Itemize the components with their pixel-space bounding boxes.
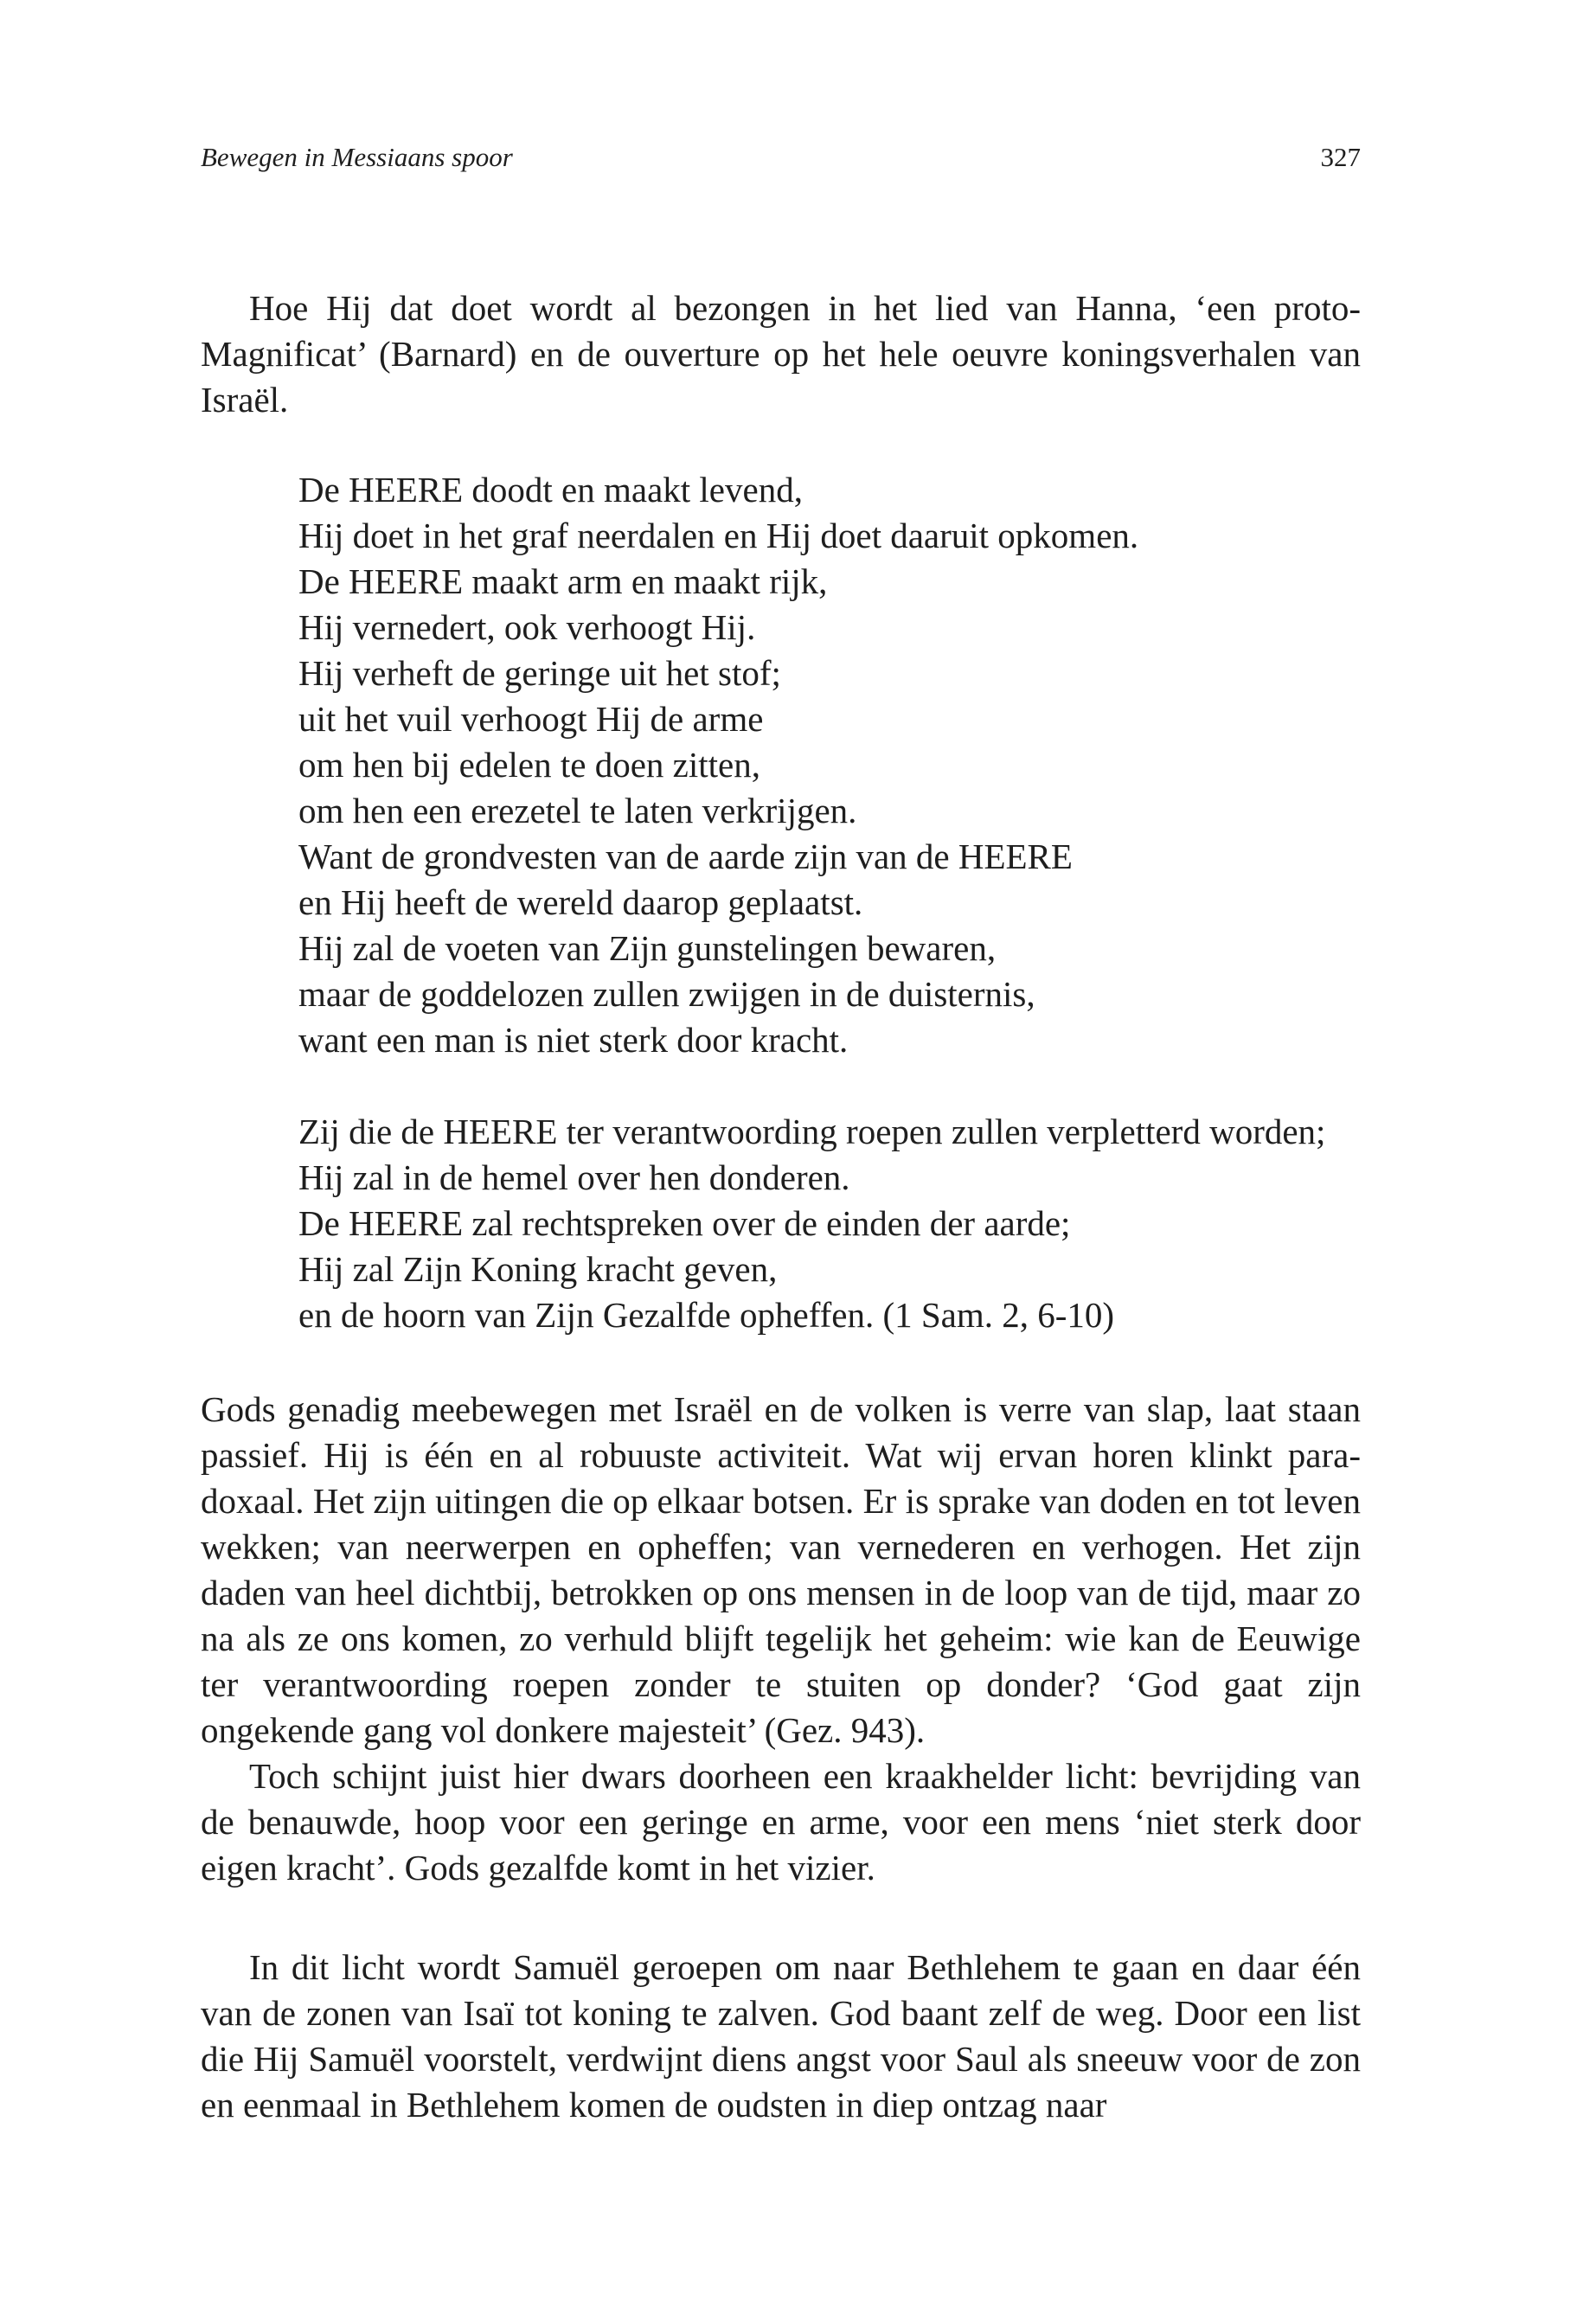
stanza-divider — [298, 1063, 1423, 1109]
intro-block — [201, 285, 1361, 423]
verse-quote — [298, 467, 1423, 1338]
verse-stanza-1 — [298, 467, 1423, 1063]
verse-line: Hij zal in de hemel over hen donderen. — [298, 1157, 850, 1197]
verse-line: Hij doet in het graf neerdalen en Hij doet daaruit opkomen. — [298, 516, 1139, 555]
body-paragraph-1: Gods genadig meebewegen met Israël en de volken is verre van slap, laat staan passief. Hij is één en al robuuste activiteit. Wat wij ervan horen klinkt paradoxaal. Het zijn uitingen die op elkaar botsen. Er is sprake van doden en tot leven wekken; van neerwerpen en opheffen; van vernederen en verhogen. Het zijn daden van heel dichtbij, betrokken op ons mensen in de loop van de tijd, maar zo na als ze ons komen, zo verhuld blijft tegelijk het geheim: wie kan de Eeuwige ter verantwoording roepen zonder te stuiten op donder? ‘God gaat zijn ongekende gang vol donkere majesteit’ (Gez. 943). — [201, 1389, 1361, 1750]
verse-line: maar de goddelozen zullen zwijgen in de duisternis, — [298, 974, 1035, 1014]
verse-line: om hen een erezetel te laten verkrijgen. — [298, 791, 857, 830]
verse-line: Hij verheft de geringe uit het stof; — [298, 653, 781, 693]
verse-line: De HEERE zal rechtspreken over de einden der aarde; — [298, 1203, 1071, 1243]
body-block — [201, 1387, 1361, 1891]
verse-line: en de hoorn van Zijn Gezalfde opheffen. (1 Sam. 2, 6-10) — [298, 1295, 1115, 1335]
verse-line: Hij vernedert, ook verhoogt Hij. — [298, 607, 756, 647]
running-header — [201, 138, 1361, 176]
verse-line: Want de grondvesten van de aarde zijn van de HEERE — [298, 836, 1073, 876]
body-paragraph-3: In dit licht wordt Samuël geroepen om naar Bethlehem te gaan en daar één van de zonen van Isaï tot koning te zalven. God baant zelf de weg. Door een list die Hij Samuël voorstelt, verdwijnt diens angst voor Saul als sneeuw voor de zon en eenmaal in Bethlehem komen de oudsten in diep ontzag naar — [201, 1947, 1361, 2125]
verse-stanza-2 — [298, 1109, 1423, 1338]
verse-line: Zij die de HEERE ter verantwoording roepen zullen verpletterd worden; — [298, 1112, 1326, 1151]
verse-line: De HEERE doodt en maakt levend, — [298, 470, 803, 510]
closing-block — [201, 1945, 1361, 2128]
verse-line: Hij zal Zijn Koning kracht geven, — [298, 1249, 778, 1289]
verse-line: Hij zal de voeten van Zijn gunstelingen bewaren, — [298, 928, 997, 968]
verse-line: en Hij heeft de wereld daarop geplaatst. — [298, 882, 863, 922]
verse-line: om hen bij edelen te doen zitten, — [298, 745, 760, 785]
verse-line: uit het vuil verhoogt Hij de arme — [298, 699, 764, 739]
running-title: Bewegen in Messiaans spoor — [201, 142, 513, 172]
intro-paragraph: Hoe Hij dat doet wordt al bezongen in het lied van Hanna, ‘een proto-Magnificat’ (Barnard) en de ouverture op het hele oeuvre koningsverhalen van Israël. — [201, 288, 1361, 420]
verse-line: De HEERE maakt arm en maakt rijk, — [298, 561, 828, 601]
body-paragraph-2: Toch schijnt juist hier dwars doorheen een kraakhelder licht: bevrijding van de benauwde, hoop voor een geringe en arme, voor een mens ‘niet sterk door eigen kracht’. Gods gezalfde komt in het vizier. — [201, 1756, 1361, 1888]
page-number: 327 — [1320, 142, 1361, 172]
verse-line: want een man is niet sterk door kracht. — [298, 1020, 849, 1060]
